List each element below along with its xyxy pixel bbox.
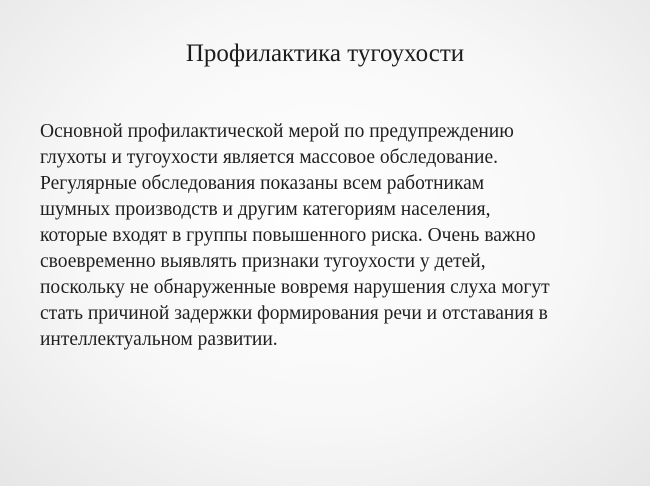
body-text-line: Регулярные обследования показаны всем работникам [40, 173, 485, 194]
body-text-line: поскольку не обнаруженные вовремя нарушения слуха могут [40, 277, 550, 298]
slide-body-text [40, 119, 620, 353]
body-text-line: шумных производств и другим категориям населения, [40, 199, 491, 220]
body-text-line: которые входят в группы повышенного риска. Очень важно [40, 225, 536, 246]
body-text-line: своевременно выявлять признаки тугоухости у детей, [40, 251, 486, 272]
body-text-line: Основной профилактической мерой по предупреждению [40, 121, 514, 142]
body-text-line: глухоты и тугоухости является массовое обследование. [40, 147, 498, 168]
slide-title: Профилактика тугоухости [185, 40, 465, 67]
body-text-line: стать причиной задержки формирования речи и отставания в [40, 303, 548, 324]
body-text-line: интеллектуальном развитии. [40, 329, 278, 350]
